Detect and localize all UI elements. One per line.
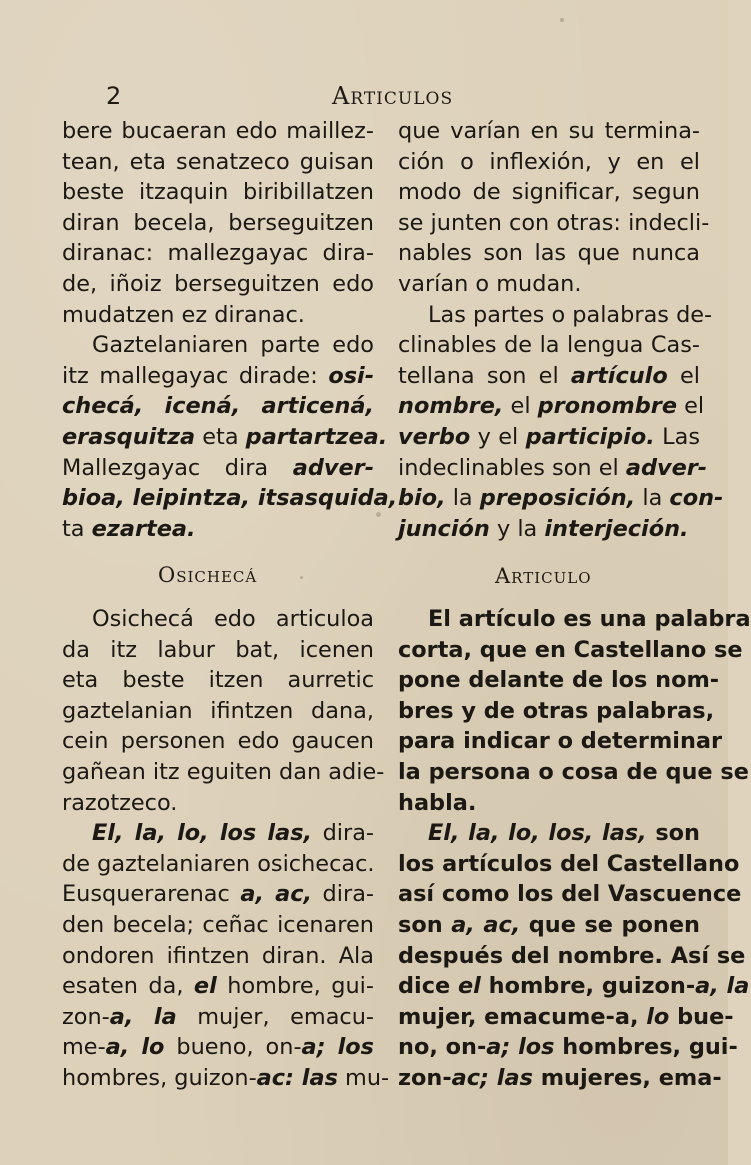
text-line (62, 757, 385, 788)
text-run: tellana son el (398, 362, 571, 389)
text-run: adver- (625, 454, 708, 481)
text-line (398, 116, 700, 147)
right-column-top (398, 116, 724, 544)
text-run: mujer, emacu- (176, 1003, 374, 1030)
text-line (398, 453, 708, 484)
text-run: hombres, gui- (554, 1034, 738, 1061)
section-title-osicheca: Osichecá (158, 563, 258, 587)
text-run: a; los (486, 1034, 555, 1061)
text-run: el (503, 393, 538, 420)
running-head (0, 82, 728, 112)
running-title: Articulos (332, 82, 454, 110)
text-run: El artículo es una palabra (428, 606, 751, 632)
text-line (62, 1032, 374, 1063)
text-run: tean, eta senatzeco guisan (62, 148, 374, 175)
text-run: modo de significar, segun (398, 179, 700, 206)
text-run: eta beste itzen aurretic (62, 667, 374, 694)
text-run: dira- (312, 881, 374, 908)
text-run: artículo (570, 362, 668, 389)
text-line (62, 300, 374, 331)
text-line (398, 849, 740, 880)
text-line (62, 177, 374, 208)
text-line (398, 635, 743, 666)
text-line (62, 514, 374, 545)
text-run: razotzeco. (62, 789, 178, 816)
text-run: son (398, 911, 452, 938)
text-run: hombres, guizon- (62, 1064, 257, 1091)
text-run: la persona o cosa de que se (398, 758, 749, 785)
text-line (398, 208, 710, 239)
text-line (398, 514, 700, 545)
text-run: la (153, 1003, 177, 1030)
text-run: para indicar o determinar (398, 728, 723, 755)
text-run: osi- (328, 362, 374, 389)
text-run: ezartea. (91, 515, 196, 542)
text-run: pone delante de los nom- (398, 667, 720, 694)
text-line (398, 726, 723, 757)
text-line (398, 1032, 738, 1063)
text-run: clinables de la lengua Cas- (398, 332, 700, 359)
text-run: verbo (398, 423, 471, 450)
text-run: dice (398, 973, 458, 1000)
text-run: zon- (398, 1064, 452, 1091)
paper-speck (376, 512, 381, 517)
text-run: El, la, lo, los, las, (428, 820, 647, 847)
text-line (62, 1002, 374, 1033)
text-run: Las partes o palabras de- (428, 301, 713, 328)
text-run: me- (62, 1034, 106, 1061)
text-run: a, ac, (240, 881, 313, 908)
text-line (398, 422, 700, 453)
text-run: zon- (62, 1003, 110, 1030)
text-line (62, 849, 374, 880)
page-number: 2 (106, 82, 122, 110)
text-line (62, 604, 374, 635)
text-run: a, (105, 1034, 130, 1061)
text-run: a, la (695, 973, 750, 1000)
text-run: dira- (312, 820, 375, 847)
text-run: los (337, 1034, 375, 1061)
text-run (326, 1034, 338, 1060)
text-run: bioa, leipintza, itsasquida, (62, 485, 398, 512)
text-line (62, 147, 374, 178)
text-line (398, 269, 700, 300)
text-run: Mallezgayac dira (62, 454, 293, 481)
text-line (62, 422, 388, 453)
text-run: mu- (337, 1064, 390, 1091)
text-run: lo (646, 1003, 670, 1030)
text-run: bue- (669, 1003, 734, 1030)
text-run: gaztelanian ifintzen dana, (62, 697, 374, 724)
text-line (398, 971, 750, 1002)
text-line (62, 879, 374, 910)
text-line (398, 238, 700, 269)
left-column-bottom (62, 604, 390, 1094)
text-line (62, 696, 374, 727)
text-run: junción (398, 515, 490, 542)
text-run: partartzea. (245, 423, 388, 450)
text-run: ción o inflexión, y en el (398, 148, 700, 175)
text-line (398, 361, 700, 392)
text-run: son (646, 820, 700, 847)
text-run: interjeción. (544, 515, 689, 542)
text-run: nombre, (398, 393, 504, 420)
text-line (62, 726, 374, 757)
text-run: la (445, 485, 480, 512)
text-line (62, 483, 398, 514)
text-run: bere bucaeran edo maillez- (62, 118, 374, 144)
text-run: varían o mudan. (398, 270, 582, 297)
text-run: el (457, 973, 481, 1000)
text-line (398, 391, 705, 422)
text-line (398, 879, 742, 910)
text-line (62, 208, 374, 239)
text-run: mudatzen ez diranac. (62, 301, 305, 328)
text-run: y el (470, 423, 526, 450)
text-line (62, 818, 374, 849)
text-run: erasquitza (62, 423, 196, 450)
text-line (62, 238, 374, 269)
text-line (398, 177, 700, 208)
text-line (62, 788, 374, 819)
text-line (398, 483, 724, 514)
text-run (133, 1004, 154, 1030)
section-title-articulo: Articulo (495, 564, 592, 588)
text-line (398, 665, 720, 696)
text-run: Gaztelaniaren parte edo (92, 332, 374, 359)
text-run: a; (301, 1034, 326, 1061)
text-run: que varían en su termina- (398, 118, 700, 144)
text-line (398, 604, 751, 635)
text-run: a, ac, (451, 911, 521, 938)
text-line (62, 116, 374, 147)
text-run: después del nombre. Así se (398, 942, 746, 969)
text-run: participio. (525, 423, 655, 450)
text-run: Osichecá edo articuloa (92, 606, 374, 632)
text-run: gañean itz eguiten dan adie- (62, 758, 385, 785)
text-run: Las (654, 423, 700, 450)
text-run: Eusquerarenac (62, 881, 241, 908)
text-run: corta, que en Castellano se (398, 636, 743, 663)
text-line (398, 1063, 722, 1094)
text-run: hombre, guizon- (480, 973, 696, 1000)
text-run: esaten da, (62, 973, 194, 1000)
text-line (62, 971, 374, 1002)
text-line (62, 391, 374, 422)
text-run: el (677, 393, 705, 420)
text-run: lo (141, 1034, 165, 1061)
text-run: den becela; ceñac icenaren (62, 911, 374, 938)
text-run: así como los del Vascuence (398, 881, 742, 908)
text-line (62, 269, 374, 300)
text-line (62, 665, 374, 696)
text-run: bres y de otras palabras, (398, 697, 715, 724)
text-run: ac: las (256, 1064, 338, 1091)
text-run: pronombre (537, 393, 678, 420)
text-run: mujeres, ema- (532, 1064, 722, 1091)
text-line (398, 910, 700, 941)
text-line (398, 757, 749, 788)
text-line (62, 910, 374, 941)
text-run: hombre, gui- (216, 973, 374, 1000)
text-line (62, 361, 374, 392)
text-run: el (667, 362, 700, 389)
text-line (62, 941, 374, 972)
text-run: ondoren ifintzen diran. Ala (62, 942, 374, 969)
text-run: diran becela, berseguitzen (62, 209, 374, 236)
text-run: y la (489, 515, 545, 542)
text-run: indeclinables son el (398, 454, 626, 481)
text-run: bio, (398, 485, 446, 512)
text-line (62, 635, 374, 666)
text-line (398, 330, 700, 361)
text-run: adver- (292, 454, 374, 481)
text-run: diranac: mallezgayac dira- (62, 240, 374, 267)
text-line (398, 788, 700, 819)
text-line (62, 1063, 390, 1094)
text-run: itz mallegayac dirade: (62, 362, 329, 389)
text-line (398, 147, 700, 178)
text-line (398, 818, 700, 849)
left-column-top (62, 116, 398, 544)
text-run: el (193, 973, 217, 1000)
text-run: nables son las que nunca (398, 240, 700, 267)
text-run: da itz labur bat, icenen (62, 636, 374, 663)
right-column-bottom (398, 604, 751, 1094)
text-run: cein personen edo gaucen (62, 728, 374, 755)
text-line (398, 941, 746, 972)
text-run: habla. (398, 789, 477, 816)
text-run: beste itzaquin biribillatzen (62, 179, 374, 206)
text-run: eta (195, 423, 246, 450)
text-run: de gaztelaniaren osichecac. (62, 850, 375, 877)
text-run: no, on- (398, 1034, 487, 1061)
text-run: de, iñoiz berseguitzen edo (62, 270, 374, 297)
text-line (398, 300, 713, 331)
text-run: bueno, on- (164, 1034, 302, 1061)
text-run: con- (669, 485, 724, 512)
paper-speck (560, 18, 564, 22)
text-line (62, 453, 374, 484)
text-line (62, 330, 374, 361)
text-run: El, la, lo, los las, (92, 820, 313, 847)
text-run: ac; las (451, 1064, 533, 1091)
text-run: preposición, (479, 485, 636, 512)
text-run: la (635, 485, 670, 512)
text-run: a, (109, 1003, 134, 1030)
text-run: se junten con otras: indecli- (398, 209, 710, 236)
paper-speck (300, 576, 303, 579)
text-run: los artículos del Castellano (398, 850, 740, 877)
text-run: checá, icená, articená, (62, 393, 374, 420)
text-run: mujer, emacume-a, (398, 1003, 647, 1030)
text-line (398, 696, 715, 727)
text-run (129, 1034, 141, 1060)
text-run: ta (62, 515, 92, 542)
text-line (398, 1002, 734, 1033)
text-run: que se ponen (520, 911, 700, 938)
